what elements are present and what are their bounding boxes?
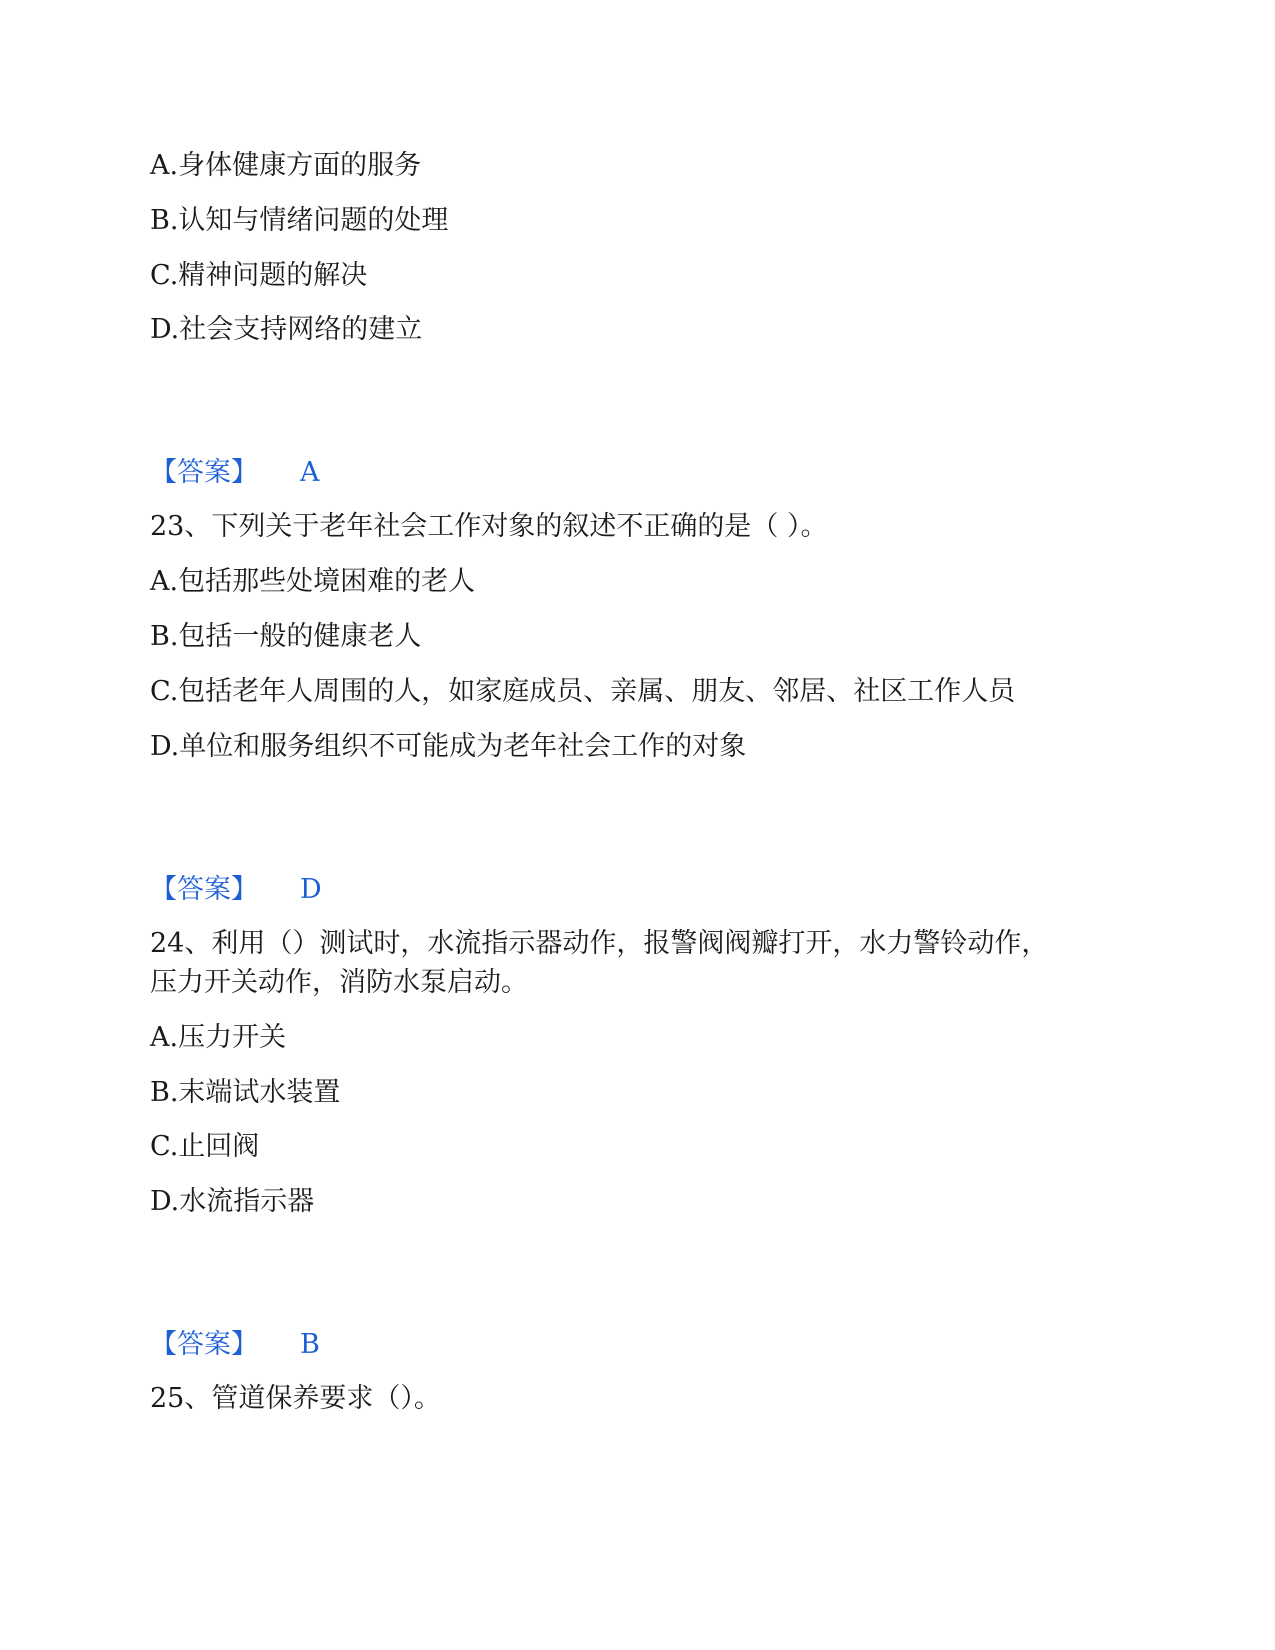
answer-value: A: [300, 457, 320, 488]
q24-option-a: A.压力开关: [150, 1022, 287, 1053]
q23-option-d: D.单位和服务组织不可能成为老年社会工作的对象: [150, 731, 747, 762]
answer-label: 【答案】: [150, 874, 258, 905]
q22-option-a: A.身体健康方面的服务: [150, 150, 422, 181]
q23-option-c: C.包括老年人周围的人，如家庭成员、亲属、朋友、邻居、社区工作人员: [150, 676, 1016, 707]
q22-option-b: B.认知与情绪问题的处理: [150, 205, 449, 236]
q23-answer: [150, 872, 322, 908]
answer-value: D: [300, 874, 322, 905]
answer-value: B: [300, 1329, 320, 1360]
q24-answer: [150, 1327, 320, 1363]
q23-option-a: A.包括那些处境困难的老人: [150, 566, 476, 597]
q23-option-b: B.包括一般的健康老人: [150, 621, 422, 652]
q22-option-c: C.精神问题的解决: [150, 260, 368, 291]
q25-stem: 25、管道保养要求（）。: [150, 1383, 441, 1414]
answer-label: 【答案】: [150, 457, 258, 488]
q24-stem-line2: 压力开关动作，消防水泵启动。: [150, 967, 528, 998]
q24-option-c: C.止回阀: [150, 1131, 260, 1162]
q24-option-d: D.水流指示器: [150, 1186, 315, 1217]
q22-option-d: D.社会支持网络的建立: [150, 314, 423, 345]
answer-label: 【答案】: [150, 1329, 258, 1360]
q23-stem: 23、下列关于老年社会工作对象的叙述不正确的是（ ）。: [150, 511, 828, 542]
q22-answer: [150, 455, 320, 491]
q24-stem-line1: 24、利用（）测试时，水流指示器动作，报警阀阀瓣打开，水力警铃动作，: [150, 928, 1049, 959]
q24-option-b: B.末端试水装置: [150, 1077, 341, 1108]
